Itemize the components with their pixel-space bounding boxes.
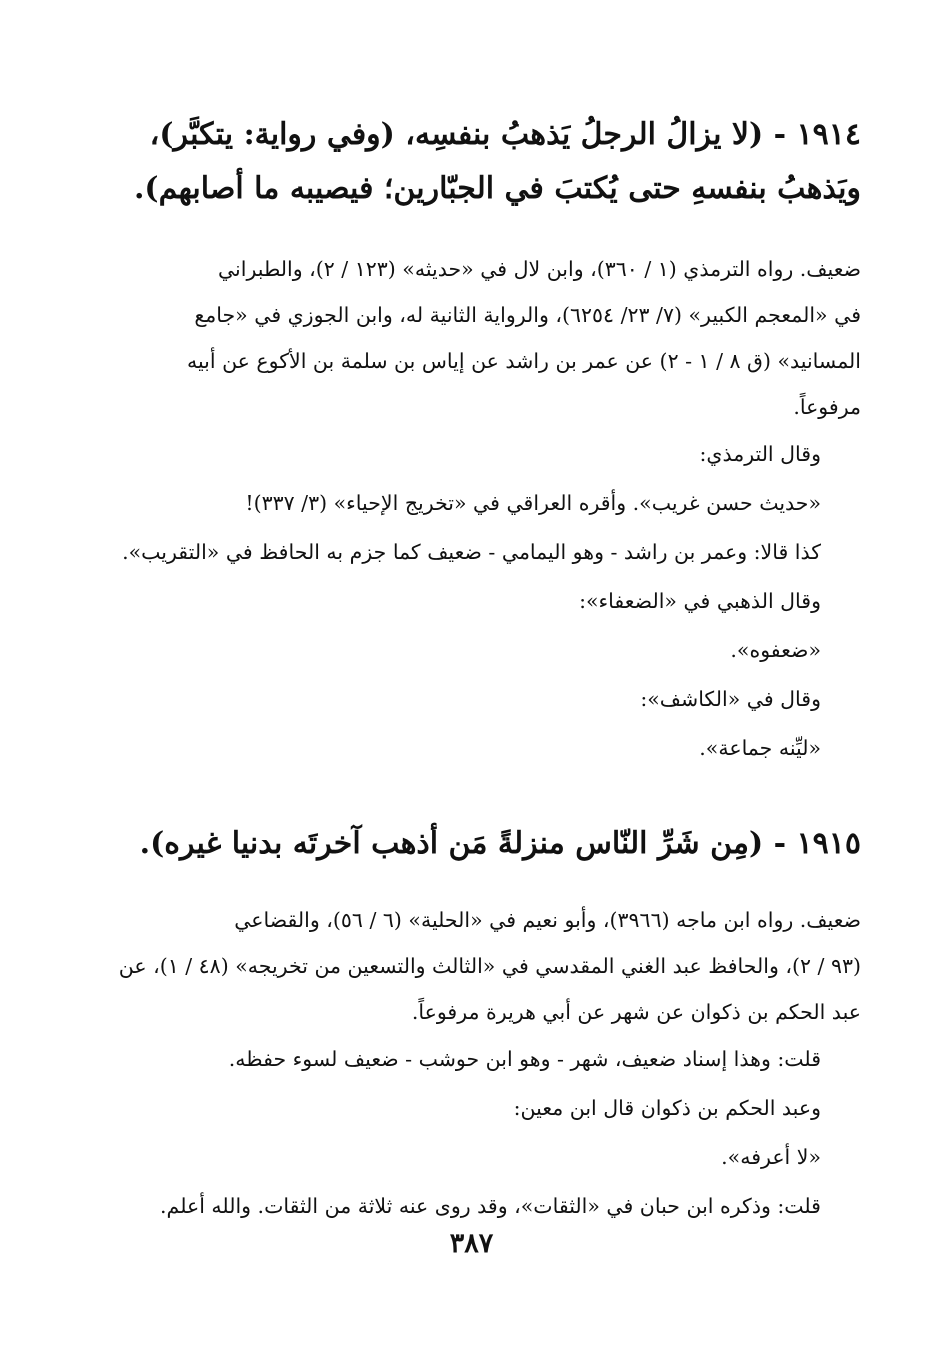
commentary-line: وقال الترمذي:: [699, 442, 821, 466]
commentary-line: وعبد الحكم بن ذكوان قال ابن معين:: [513, 1096, 821, 1120]
hadith-1914-heading: [108, 108, 861, 216]
commentary-line: وقال في «الكاشف»:: [640, 687, 821, 711]
commentary-line: «حديث حسن غريب». وأقره العراقي في «تخريج الإحياء» (٣/ ٣٣٧)!: [245, 491, 821, 515]
takhrij-line: ضعيف. رواه ابن ماجه (٣٩٦٦)، وأبو نعيم في «الحلية» (٦ / ٥٦)، والقضاعي: [234, 908, 861, 932]
takhrij-line: المسانيد» (ق ٨ / ١ - ٢) عن عمر بن راشد عن إياس بن سلمة بن الأكوع عن أبيه: [186, 349, 861, 373]
heading-line: ١٩١٤ - (لا يزالُ الرجلُ يَذهبُ بنفسِه، (وفي رواية: يتكبَّر)،: [149, 117, 861, 152]
commentary-line: «ضعفوه».: [730, 638, 821, 662]
takhrij-line: مرفوعاً.: [793, 395, 861, 419]
takhrij-line: (٩٣ / ٢)، والحافظ عبد الغني المقدسي في «الثالث والتسعين من تخريجه» (٤٨ / ١)، عن: [118, 954, 861, 978]
commentary-line: وقال الذهبي في «الضعفاء»:: [579, 589, 821, 613]
commentary-line: كذا قالا: وعمر بن راشد - وهو اليمامي - ضعيف كما جزم به الحافظ في «التقريب».: [122, 540, 821, 564]
takhrij-line: عبد الحكم بن ذكوان عن شهر عن أبي هريرة مرفوعاً.: [411, 1000, 861, 1024]
commentary-line: قلت: وهذا إسناد ضعيف، شهر - وهو ابن حوشب - ضعيف لسوء حفظه.: [228, 1047, 821, 1071]
hadith-1915-heading: [108, 817, 861, 871]
page-number: ٣٨٧: [449, 1228, 494, 1259]
heading-line: ١٩١٥ - (مِن شَرِّ النّاس منزلةً مَن أذهب آخرتَه بدنيا غيره).: [139, 826, 861, 861]
commentary-line: «لا أعرفه».: [721, 1145, 821, 1169]
hadith-1915-takhrij: [108, 897, 861, 1035]
takhrij-line: في «المعجم الكبير» (٧/ ٢٣/ ٦٢٥٤)، والرواية الثانية له، وابن الجوزي في «جامع: [194, 303, 861, 327]
commentary-line: قلت: وذكره ابن حبان في «الثقات»، وقد روى عنه ثلاثة من الثقات. والله أعلم.: [160, 1194, 821, 1218]
heading-line: ويَذهبُ بنفسهِ حتى يُكتبَ في الجبّارين؛ فيصيبه ما أصابهم).: [133, 171, 861, 206]
takhrij-line: ضعيف. رواه الترمذي (١ / ٣٦٠)، وابن لال في «حديثه» (١٢٣ / ٢)، والطبراني: [217, 257, 861, 281]
hadith-1914-takhrij: [108, 246, 861, 430]
commentary-line: «ليِّنه جماعة».: [699, 736, 821, 760]
